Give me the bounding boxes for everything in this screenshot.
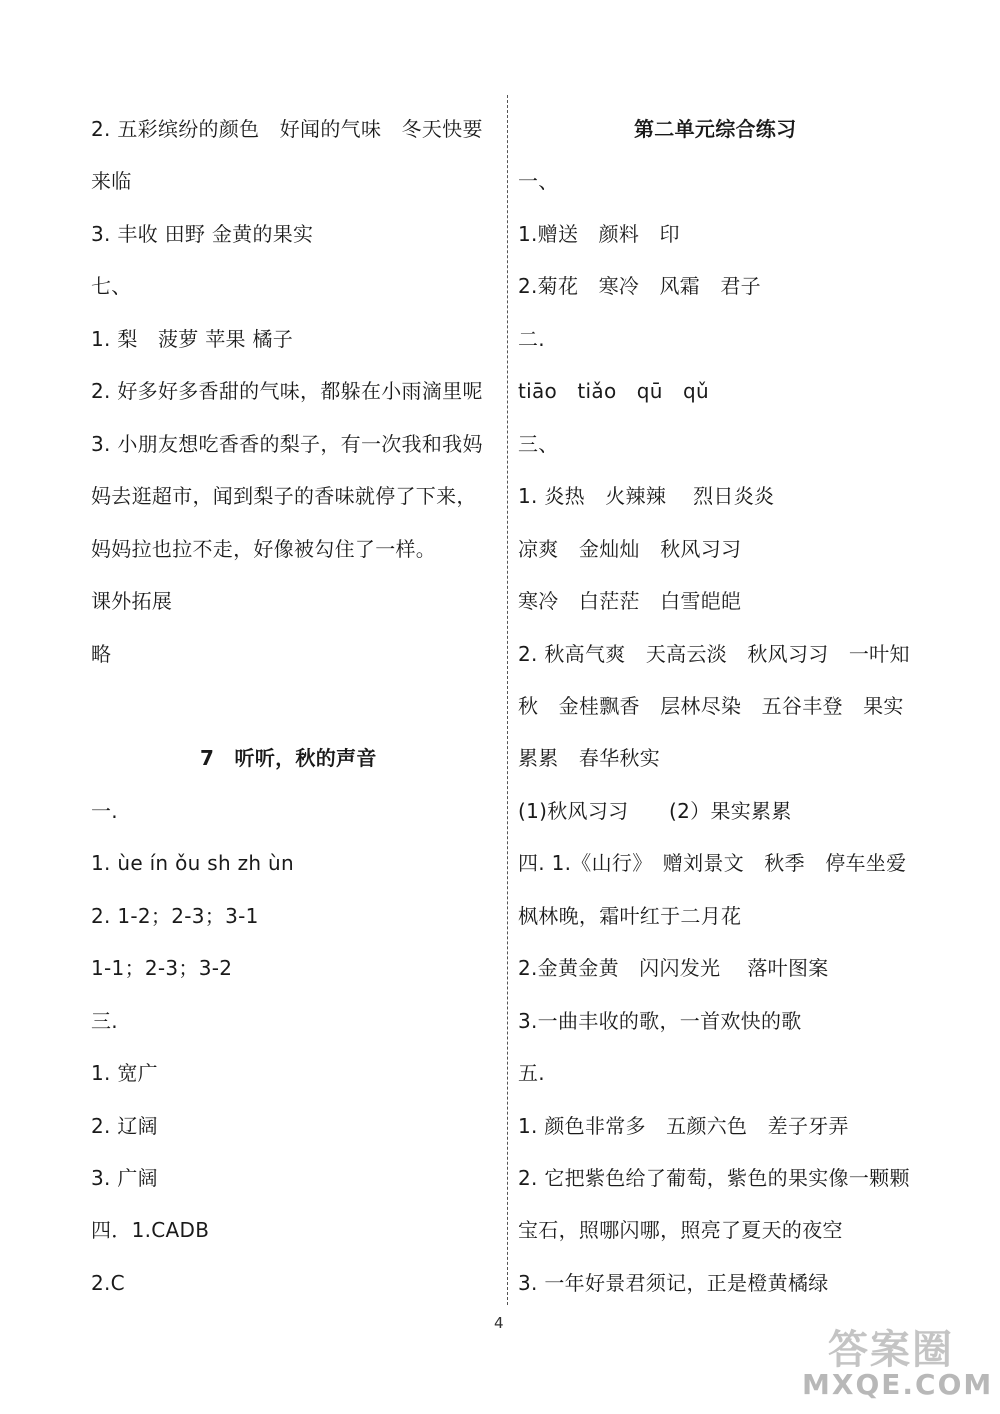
- left-column-line: 一.: [91, 798, 118, 823]
- right-column-line: tiāo tiǎo qū qǔ: [518, 379, 710, 404]
- left-column-line: 2. 辽阔: [91, 1113, 158, 1138]
- right-column-line: 二.: [518, 326, 545, 351]
- left-column-line: 四．1.CADB: [91, 1218, 210, 1243]
- watermark: [800, 1316, 1000, 1414]
- left-column-line: 1-1；2-3；3-2: [91, 956, 233, 981]
- right-column-line: 3.一曲丰收的歌，一首欢快的歌: [518, 1008, 802, 1033]
- right-column-line: 一、: [518, 169, 559, 194]
- left-column-line: 七、: [91, 274, 132, 299]
- left-column-line: 略: [91, 641, 112, 666]
- right-column-line: 3. 一年好景君须记，正是橙黄橘绿: [518, 1270, 829, 1295]
- right-column-line: (1)秋风习习 (2）果实累累: [518, 798, 792, 823]
- right-column-line: 凉爽 金灿灿 秋风习习: [518, 536, 742, 561]
- right-column-line: 累累 春华秋实: [518, 746, 661, 771]
- left-column-line: 三.: [91, 1008, 118, 1033]
- left-column-line: 2. 1-2；2-3；3-1: [91, 903, 259, 928]
- left-column-line: 2.C: [91, 1270, 125, 1295]
- page-number: 4: [494, 1314, 504, 1332]
- right-column-line: 2. 秋高气爽 天高云淡 秋风习习 一叶知: [518, 641, 910, 666]
- column-divider: [507, 95, 508, 1305]
- left-column-line: 2. 五彩缤纷的颜色 好闻的气味 冬天快要: [91, 117, 483, 141]
- left-column-line: 3. 广阔: [91, 1166, 158, 1190]
- right-column-line: 四. 1.《山行》 赠刘景文 秋季 停车坐爱: [518, 851, 907, 876]
- section-heading: 7 听听，秋的声音: [200, 746, 377, 771]
- left-column-line: 2. 好多好多香甜的气味，都躲在小雨滴里呢: [91, 379, 483, 404]
- watermark-logo: 答案圈: [828, 1327, 954, 1373]
- right-column-line: 2.菊花 寒冷 风霜 君子: [518, 274, 761, 299]
- right-column-line: 2.金黄金黄 闪闪发光 落叶图案: [518, 956, 829, 981]
- right-column-line: 1. 颜色非常多 五颜六色 差子牙弄: [518, 1113, 849, 1138]
- watermark-site: MXQE.COM: [802, 1368, 994, 1401]
- left-column-line: 课外拓展: [91, 589, 173, 614]
- right-column-line: 2. 它把紫色给了葡萄，紫色的果实像一颗颗: [518, 1166, 910, 1190]
- left-column-line: 1. 梨 菠萝 苹果 橘子: [91, 326, 294, 351]
- section-heading: 第二单元综合练习: [634, 117, 797, 141]
- left-column-line: 3. 丰收 田野 金黄的果实: [91, 221, 314, 246]
- right-column-line: 1. 炎热 火辣辣 烈日炎炎: [518, 484, 775, 509]
- left-column-line: 妈去逛超市，闻到梨子的香味就停了下来，: [91, 484, 477, 509]
- right-column-line: 五.: [518, 1061, 545, 1086]
- right-column-line: 寒冷 白茫茫 白雪皑皑: [518, 589, 742, 614]
- left-column-line: 来临: [91, 169, 132, 194]
- right-column-line: 三、: [518, 431, 559, 456]
- left-column-line: 1. ùe ín ǒu sh zh ùn: [91, 851, 294, 876]
- right-column-line: 1.赠送 颜料 印: [518, 221, 680, 246]
- left-column-line: 妈妈拉也拉不走，好像被勾住了一样。: [91, 536, 437, 561]
- left-column-line: 3. 小朋友想吃香香的梨子，有一次我和我妈: [91, 431, 483, 456]
- right-column-line: 宝石，照哪闪哪，照亮了夏天的夜空: [518, 1218, 843, 1243]
- right-column-line: 秋 金桂飘香 层林尽染 五谷丰登 果实: [518, 693, 904, 718]
- left-column-line: 1. 宽广: [91, 1061, 158, 1086]
- right-column-line: 枫林晚，霜叶红于二月花: [518, 903, 742, 928]
